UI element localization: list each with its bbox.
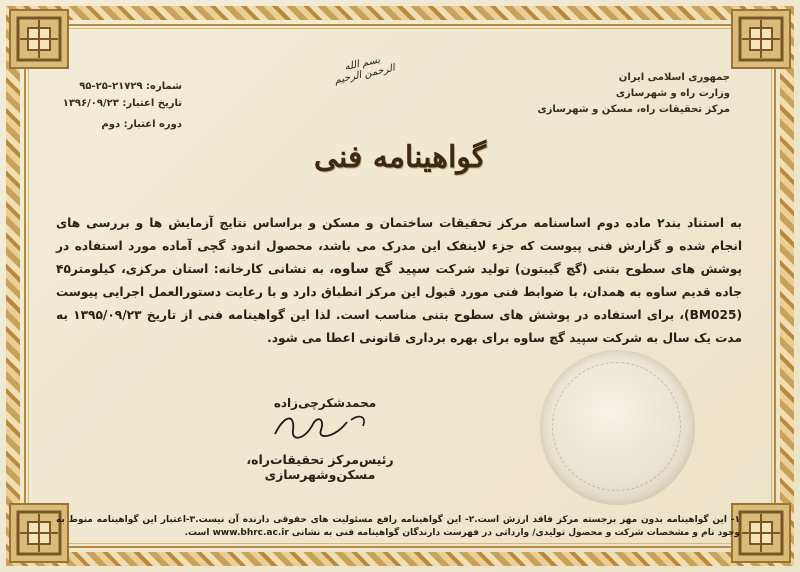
body-part-3: ، برای استفاده در پوشش های سطوح بتنی مناسب است. لذا این گواهینامه فنی از تاریخ ۱۳۹۵/۰۹/۲۳ به مدت یک سال به شرکت سپید گچ ساوه برای بهره برداری قانونی اعطا می شود. [56,308,742,345]
corner-ornament-icon [730,8,792,70]
certificate-number [52,78,182,95]
company-name: سپید گچ ساوه [334,261,431,277]
issuer-ministry: وزارت راه و شهرسازی [615,88,730,99]
date-value: ۱۳۹۶/۰۹/۲۳ [62,98,119,109]
number-value: ۲۱۷۲۹-۲۵-۹۵ [79,81,143,92]
issuer-header [537,70,730,118]
instruction-code: (BM025) [684,308,743,322]
certificate-title: گواهینامه فنی [313,140,487,175]
number-label: شماره: [146,81,182,92]
issuer-country: جمهوری اسلامی ایران [618,72,730,83]
issuer-center: مرکز تحقیقات راه، مسکن و شهرسازی [537,104,730,115]
signer-name: محمدشکرچی‌زاده [273,396,377,410]
body-part-2: ، به نشانی کارخانه: استان مرکزی، کیلومتر۴۵ جاده قدیم ساوه به همدان، با ضوابط فنی مورد قبول این مرکز انطباق دارد و با رعایت دستورالعمل اجرایی پیوست [56,262,742,299]
seal-ring [552,362,681,491]
certificate-body [56,212,742,350]
validity-period: دوره اعتبار: دوم [101,119,182,130]
validity-date [52,95,182,112]
signature-icon [255,404,385,448]
bismillah-calligraphy: بسم الله الرحمن الرحیم [333,54,396,87]
certificate-footnotes: ۱- این گواهینامه بدون مهر برجسته مرکز فاقد ارزش است.۲- این گواهینامه رافع مسئولیت های حقوقی دارنده آن نیست.۳-اعتبار این گواهینامه منوط به وجود نام و مشخصات شرکت و محصول تولیدی/ وارداتی در فهرست دارندگان گواهینامه فنی به نشانی www.bhrc.ac.ir است. [56,515,740,538]
date-label: تاریخ اعتبار: [122,98,182,109]
signer-title: رئیس‌مرکز تحقیقات‌راه، مسکن‌وشهرسازی [246,452,394,482]
corner-ornament-icon [8,8,70,70]
body-part-1: به استناد بند۲ ماده دوم اساسنامه مرکز تحقیقات ساختمان و مسکن و براساس نتایج آزمایش ها و بررسی های انجام شده و گزارش فنی پیوست که جزء لاینفک این مدرک می باشد، محصول اندود گچی آماده مورد استفاده در پوشش های سطوح بتنی (گچ گیبتون) تولید شرکت [56,216,742,276]
certificate-meta [52,78,182,133]
